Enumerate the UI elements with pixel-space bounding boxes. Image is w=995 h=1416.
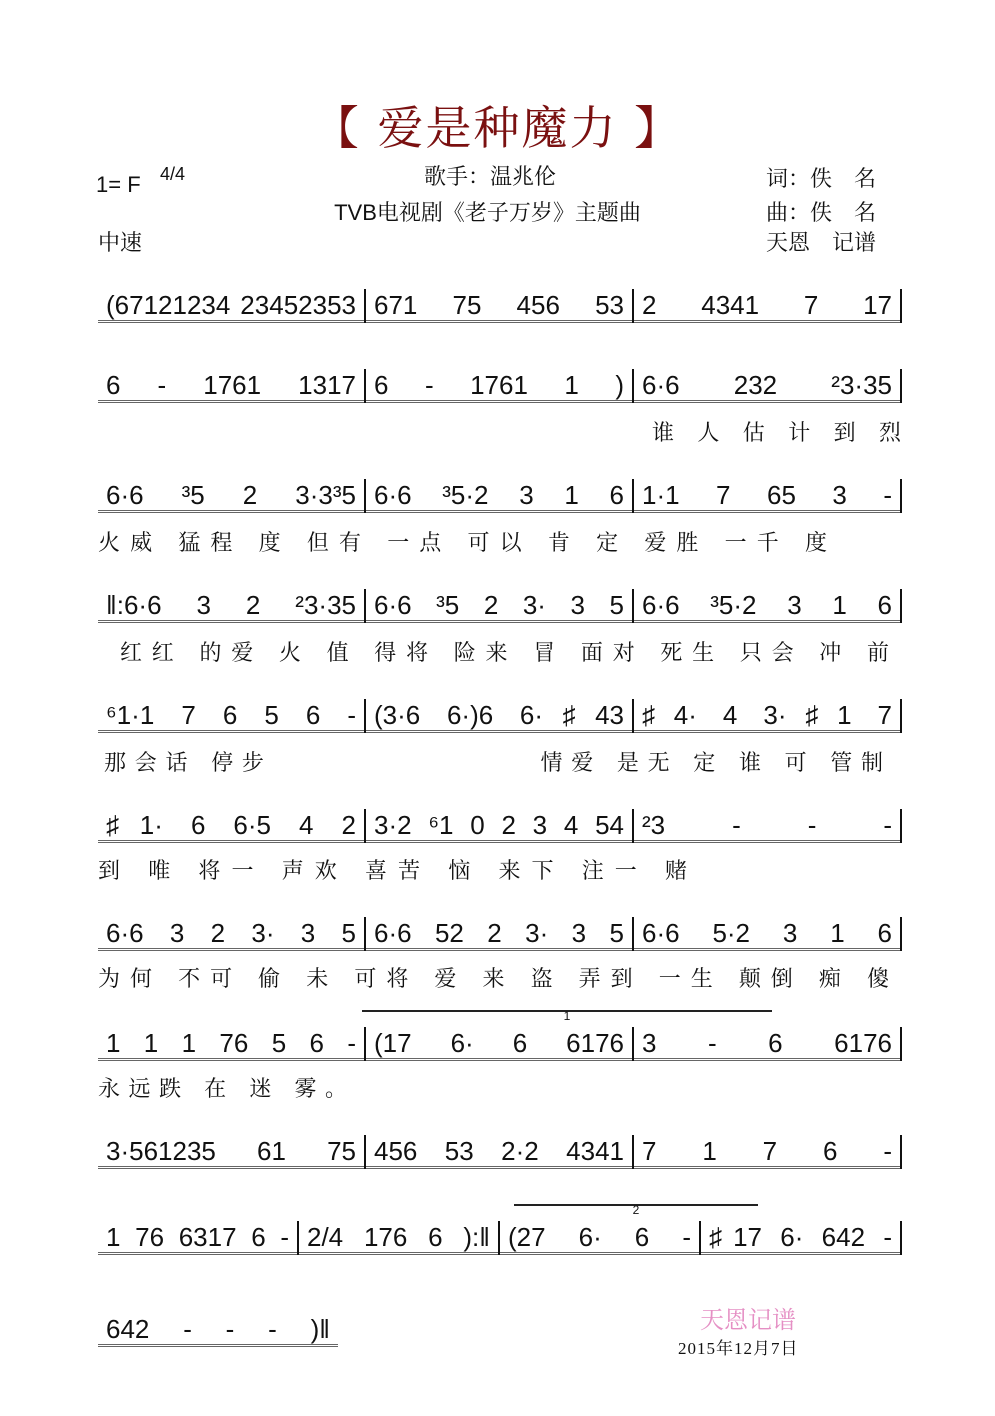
measure: 6 - 1761 1317 xyxy=(98,370,364,403)
measure: 3·561235 61 75 xyxy=(98,1136,364,1169)
measure: 6·6 ³5·2 3 1 6 xyxy=(366,480,632,513)
lyricist: 词：佚 名 xyxy=(766,166,877,191)
bar-line xyxy=(900,369,902,403)
transcriber-stamp: 天恩记谱 xyxy=(700,1306,796,1334)
measure: (3·6 6·)6 6·♯43 xyxy=(366,700,632,733)
bar-line xyxy=(900,589,902,623)
lyrics-line: 火威 猛程 度 但有 一点 可以 肯 定 爱胜 一千 度 xyxy=(98,530,828,555)
measure: (27 6· 6 - xyxy=(500,1222,699,1255)
bar-line xyxy=(900,699,902,733)
lyrics-line: 永远跌 在 迷 雾。 xyxy=(98,1076,348,1101)
date: 2015年12月7日 xyxy=(678,1339,799,1358)
measure: 6·6 232 ²3·35 xyxy=(634,370,900,403)
notation-row xyxy=(98,698,902,734)
notation-row xyxy=(98,1220,902,1256)
subtitle: TVB电视剧《老子万岁》主题曲 xyxy=(334,200,641,225)
notation-row xyxy=(98,588,902,624)
composer: 曲：佚 名 xyxy=(766,200,877,225)
measure: 6·6 52 2 3· 3 5 xyxy=(366,918,632,951)
measure: 1 1 1 76 5 6 - xyxy=(98,1028,364,1061)
notation-row xyxy=(98,478,902,514)
bar-line xyxy=(900,917,902,951)
measure: 2/4 176 6 ):‖ xyxy=(299,1222,498,1255)
lyrics-line: 为何 不可 偷 未 可将 爱 来 盗 弄到 一生 颠倒 痴 傻 xyxy=(98,966,890,991)
notation-row xyxy=(98,916,902,952)
measure: 6·6 ³5·2 3 1 6 xyxy=(634,590,900,623)
measure: 1 76 6317 6 - xyxy=(98,1222,297,1255)
volta-first: 1 xyxy=(362,1010,772,1020)
measure: 456 53 2·2 4341 xyxy=(366,1136,632,1169)
measure: 6·6 ³5 2 3· 3 5 xyxy=(366,590,632,623)
bar-line xyxy=(900,479,902,513)
lyrics-line: 到 唯 将一 声欢 喜苦 恼 来下 注一 赌 xyxy=(98,858,688,883)
measure: 6·6 5·2 3 1 6 xyxy=(634,918,900,951)
time-signature: 4/4 xyxy=(160,164,186,184)
measure: 6 - 1761 1 ) xyxy=(366,370,632,403)
bar-line xyxy=(900,1135,902,1169)
lyrics-line: 谁 人 估 计 到 烈 xyxy=(652,420,902,445)
measure: 2 4341 7 17 xyxy=(634,290,900,323)
key-signature: 1= F xyxy=(96,172,141,197)
notation-row xyxy=(98,1134,902,1170)
song-title: 【 爱是种魔力 】 xyxy=(312,101,683,155)
bar-line xyxy=(900,809,902,843)
bar-line xyxy=(900,289,902,323)
bar-line xyxy=(900,1027,902,1061)
bar-line xyxy=(900,1221,902,1255)
measure: ⁶1·1 7 6 5 6 - xyxy=(98,700,364,733)
lyrics-line: 红红 的爱 火 值 得将 险来 冒 面对 死生 只会 冲 前 xyxy=(120,640,890,665)
volta-second: 2 xyxy=(514,1204,758,1214)
measure: 3 - 6 6176 xyxy=(634,1028,900,1061)
measure: ♯4· 4 3·♯1 7 xyxy=(634,700,900,733)
measure: 3·2 ⁶1 0 2 3 4 54 xyxy=(366,810,632,843)
measure: ♯17 6· 642 - xyxy=(701,1222,900,1255)
measure: (17 6· 6 6176 xyxy=(366,1028,632,1061)
measure: 7 1 7 6 - xyxy=(634,1136,900,1169)
measure: ♯1· 6 6·5 4 2 xyxy=(98,810,364,843)
measure: ‖:6·6 3 2 ²3·35 xyxy=(98,590,364,623)
measure: (67121234 23452353 xyxy=(98,290,364,323)
measure: 1·1 7 65 3 - xyxy=(634,480,900,513)
notation-row xyxy=(98,1026,902,1062)
measure: 671 75 456 53 xyxy=(366,290,632,323)
measure: ²3 - - - xyxy=(634,810,900,843)
notation-row xyxy=(98,368,902,404)
measure: 6·6 ³5 2 3·3³5 xyxy=(98,480,364,513)
notation-row xyxy=(98,808,902,844)
lyrics-line: 那会话 停步 情爱 是无 定 谁 可 管制 xyxy=(104,750,884,775)
tempo: 中速 xyxy=(98,230,143,255)
measure: 6·6 3 2 3· 3 5 xyxy=(98,918,364,951)
singer: 歌手：温兆伦 xyxy=(423,164,556,189)
measure: 642 - - - )‖ xyxy=(98,1314,338,1347)
notation-row xyxy=(98,288,902,324)
transcriber: 天恩 记谱 xyxy=(766,230,877,255)
notation-row xyxy=(98,1312,338,1348)
